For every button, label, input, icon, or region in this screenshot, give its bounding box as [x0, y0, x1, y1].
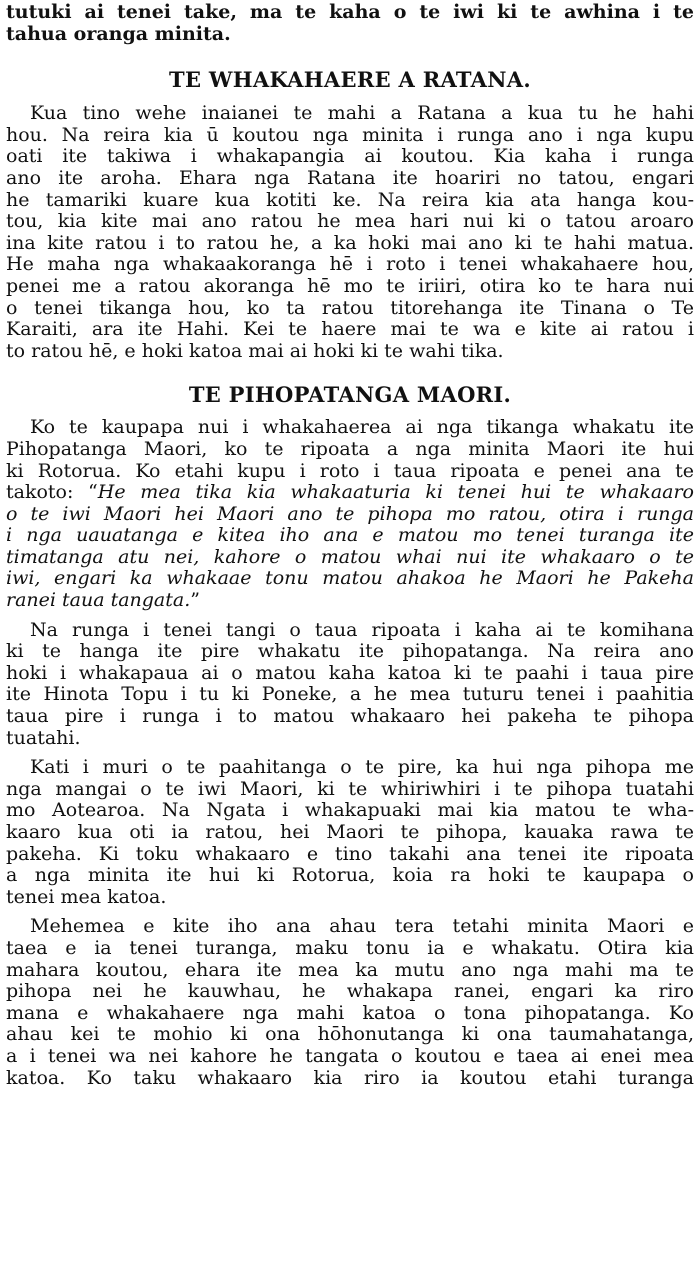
text-line: hoki i whakapaua ai o matou kaha katoa ki te paahi i taua pire	[6, 662, 694, 684]
paragraph-komihana	[6, 620, 694, 750]
text-line: a nga minita ite hui ki Rotorua, koia ra hoki te kaupapa o	[6, 865, 694, 887]
paragraph-mehemea	[6, 916, 694, 1089]
quote-line	[6, 590, 694, 612]
text-line: tutuki ai tenei take, ma te kaha o te iwi ki te awhina i te	[6, 2, 694, 23]
quote-line: timatanga atu nei, kahore o matou whai nui ite whakaaro o te	[6, 546, 694, 568]
section-heading-ratana: TE WHAKAHAERE A RATANA.	[169, 67, 531, 93]
text-line: ina kite ratou i to ratou he, a ka hoki mai ano ki te hahi matua.	[6, 232, 694, 254]
text-line: oati ite takiwa i whakapangia ai koutou. Kia kaha i runga	[6, 146, 694, 168]
text-line: tuatahi.	[6, 727, 81, 749]
text-line: to ratou hē, e hoki katoa mai ai hoki ki te wahi tika.	[6, 340, 504, 362]
text-line: mana e whakahaere nga mahi katoa o tona pihopatanga. Ko	[6, 1002, 694, 1024]
text-line: taua pire i runga i to matou whakaaro hei pakeha te pihopa	[6, 706, 694, 728]
intro-paragraph	[6, 2, 694, 45]
text-line: hou. Na reira kia ū koutou nga minita i runga ano i nga kupu	[6, 124, 694, 146]
text-line: Ko te kaupapa nui i whakahaerea ai nga tikanga whakatu ite	[30, 417, 694, 439]
text-line: o tenei tikanga hou, ko ta ratou titorehanga ite Tinana o Te	[6, 297, 694, 319]
quote-line: i nga uauatanga e kitea iho ana e matou mo tenei turanga ite	[6, 525, 694, 547]
text-line: ite Hinota Topu i tu ki Poneke, a he mea tuturu tenei i paahitia	[6, 684, 694, 706]
text-line: pakeha. Ki toku whakaaro e tino takahi ana tenei ite ripoata	[6, 843, 694, 865]
quote-line: o te iwi Maori hei Maori ano te pihopa mo ratou, otira i runga	[6, 503, 694, 525]
text-line: Kati i muri o te paahitanga o te pire, ka hui nga pihopa me	[30, 757, 694, 779]
text-line: ahau kei te mohio ki ona hōhonutanga ki ona taumahatanga,	[6, 1024, 694, 1046]
text-line: mahara koutou, ehara ite mea ka mutu ano nga mahi ma te	[6, 959, 694, 981]
section-heading-pihopatanga: TE PIHOPATANGA MAORI.	[188, 382, 512, 408]
text-line: he tamariki kuare kua kotiti ke. Na reira kia ata hanga kou-	[6, 189, 694, 211]
text-line: katoa. Ko taku whakaaro kia riro ia koutou etahi turanga	[6, 1067, 694, 1089]
text-line: ki Rotorua. Ko etahi kupu i roto i taua ripoata e penei ana te	[6, 460, 694, 482]
text-line: Na runga i tenei tangi o taua ripoata i kaha ai te komihana	[30, 619, 694, 641]
quote-line: iwi, engari ka whakaae tonu matou ahakoa he Maori he Pakeha	[6, 568, 694, 590]
quote-close: ”	[190, 590, 200, 612]
text-line: Mehemea e kite iho ana ahau tera tetahi minita Maori e	[30, 916, 694, 938]
text-line: Pihopatanga Maori, ko te ripoata a nga minita Maori ite hui	[6, 438, 694, 460]
paragraph-ratana	[6, 103, 694, 362]
quote-text: ranei taua tangata.	[6, 590, 191, 612]
text-line: taea e ia tenei turanga, maku tonu ia e whakatu. Otira kia	[6, 937, 694, 959]
text-line: ki te hanga ite pire whakatu ite pihopatanga. Na reira ano	[6, 641, 694, 663]
text-line: tahua oranga minita.	[6, 23, 231, 45]
text-line: Kua tino wehe inaianei te mahi a Ratana a kua tu he hahi	[30, 103, 694, 125]
text-line: mo Aotearoa. Na Ngata i whakapuaki mai kia matou te wha-	[6, 800, 694, 822]
text-line: tenei mea katoa.	[6, 886, 167, 908]
paragraph-kaupapa	[6, 417, 694, 611]
quote-lead: takoto: “	[6, 482, 98, 504]
text-line: penei me a ratou akoranga hē mo te iriiri, otira ko te hara nui	[6, 275, 694, 297]
text-line: pihopa nei he kauwhau, he whakapa ranei, engari ka riro	[6, 981, 694, 1003]
text-line: tou, kia kite mai ano ratou he mea hari nui ki o tatou aroaro	[6, 211, 694, 233]
paragraph-hui-pihopa	[6, 757, 694, 908]
text-line: kaaro kua oti ia ratou, hei Maori te pihopa, kauaka rawa te	[6, 822, 694, 843]
text-line	[6, 482, 694, 504]
quote-text: He mea tika kia whakaaturia ki tenei hui te whakaaro	[97, 482, 694, 504]
text-line: ano ite aroha. Ehara nga Ratana ite hoariri no tatou, engari	[6, 167, 694, 189]
text-line: He maha nga whakaakoranga hē i roto i tenei whakahaere hou,	[6, 254, 694, 276]
text-line: Karaiti, ara ite Hahi. Kei te haere mai te wa e kite ai ratou i	[6, 319, 694, 341]
text-line: nga mangai o te iwi Maori, ki te whiriwhiri i te pihopa tuatahi	[6, 778, 694, 800]
text-line: a i tenei wa nei kahore he tangata o koutou e taea ai enei mea	[6, 1045, 694, 1067]
